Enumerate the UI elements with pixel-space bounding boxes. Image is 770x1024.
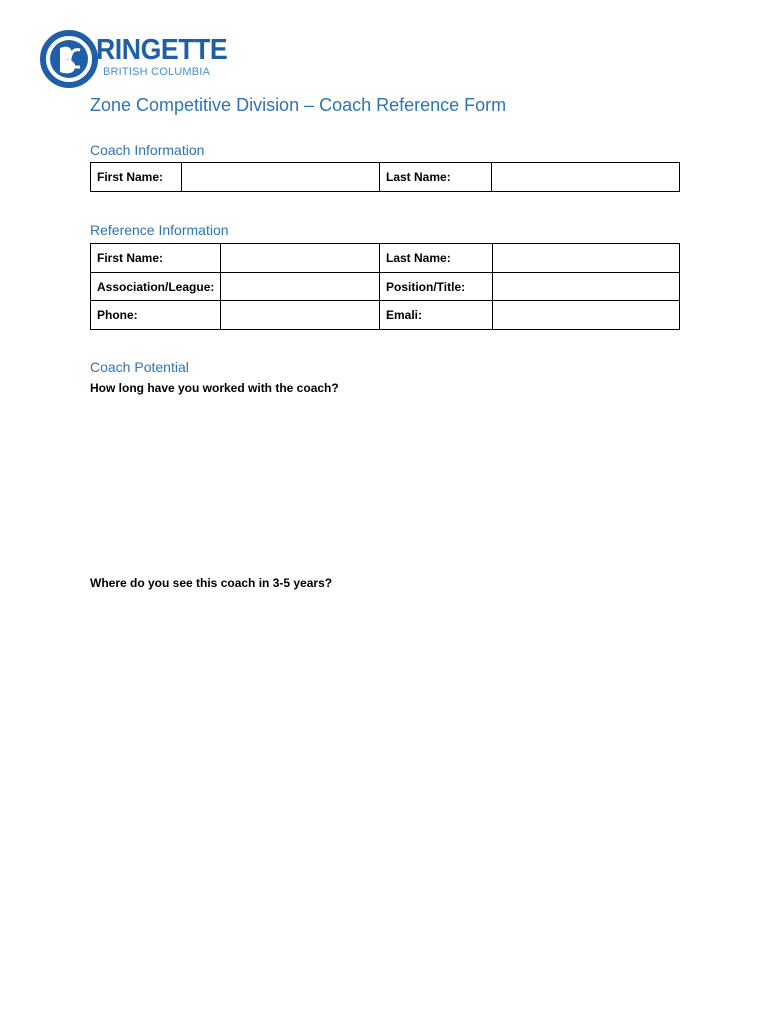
coach-first-name-field[interactable] [182,163,380,192]
answer-area-worked-with-coach[interactable] [90,400,679,565]
question-worked-with-coach: How long have you worked with the coach? [90,381,339,395]
reference-phone-label: Phone: [91,301,221,330]
reference-position-label: Position/Title: [380,273,493,301]
coach-last-name-field[interactable] [492,163,680,192]
form-title: Zone Competitive Division – Coach Reference Form [90,95,507,115]
coach-information-table [90,162,680,192]
brand-subtitle: BRITISH COLUMBIA [103,66,211,78]
question-coach-in-3-5-years: Where do you see this coach in 3-5 years? [90,576,333,590]
reference-position-field[interactable] [493,273,680,301]
answer-area-coach-in-3-5-years[interactable] [90,596,679,956]
coach-last-name-label: Last Name: [380,163,492,192]
reference-email-label: Emali: [380,301,493,330]
reference-first-name-label: First Name: [91,244,221,273]
coach-potential-heading: Coach Potential [90,359,189,375]
reference-last-name-label: Last Name: [380,244,493,273]
coach-name-row [91,163,680,192]
reference-email-field[interactable] [493,301,680,330]
reference-association-label: Association/League: [91,273,221,301]
reference-association-field[interactable] [221,273,380,301]
reference-association-row [91,273,680,301]
ringette-bc-logo [40,30,240,92]
reference-first-name-field[interactable] [221,244,380,273]
reference-name-row [91,244,680,273]
reference-information-table [90,243,680,330]
coach-first-name-label: First Name: [91,163,182,192]
reference-contact-row [91,301,680,330]
brand-name: RINGETTE [96,34,228,66]
reference-information-heading: Reference Information [90,222,229,238]
coach-information-heading: Coach Information [90,142,205,158]
reference-last-name-field[interactable] [493,244,680,273]
reference-phone-field[interactable] [221,301,380,330]
ringette-bc-emblem-icon [40,30,98,88]
